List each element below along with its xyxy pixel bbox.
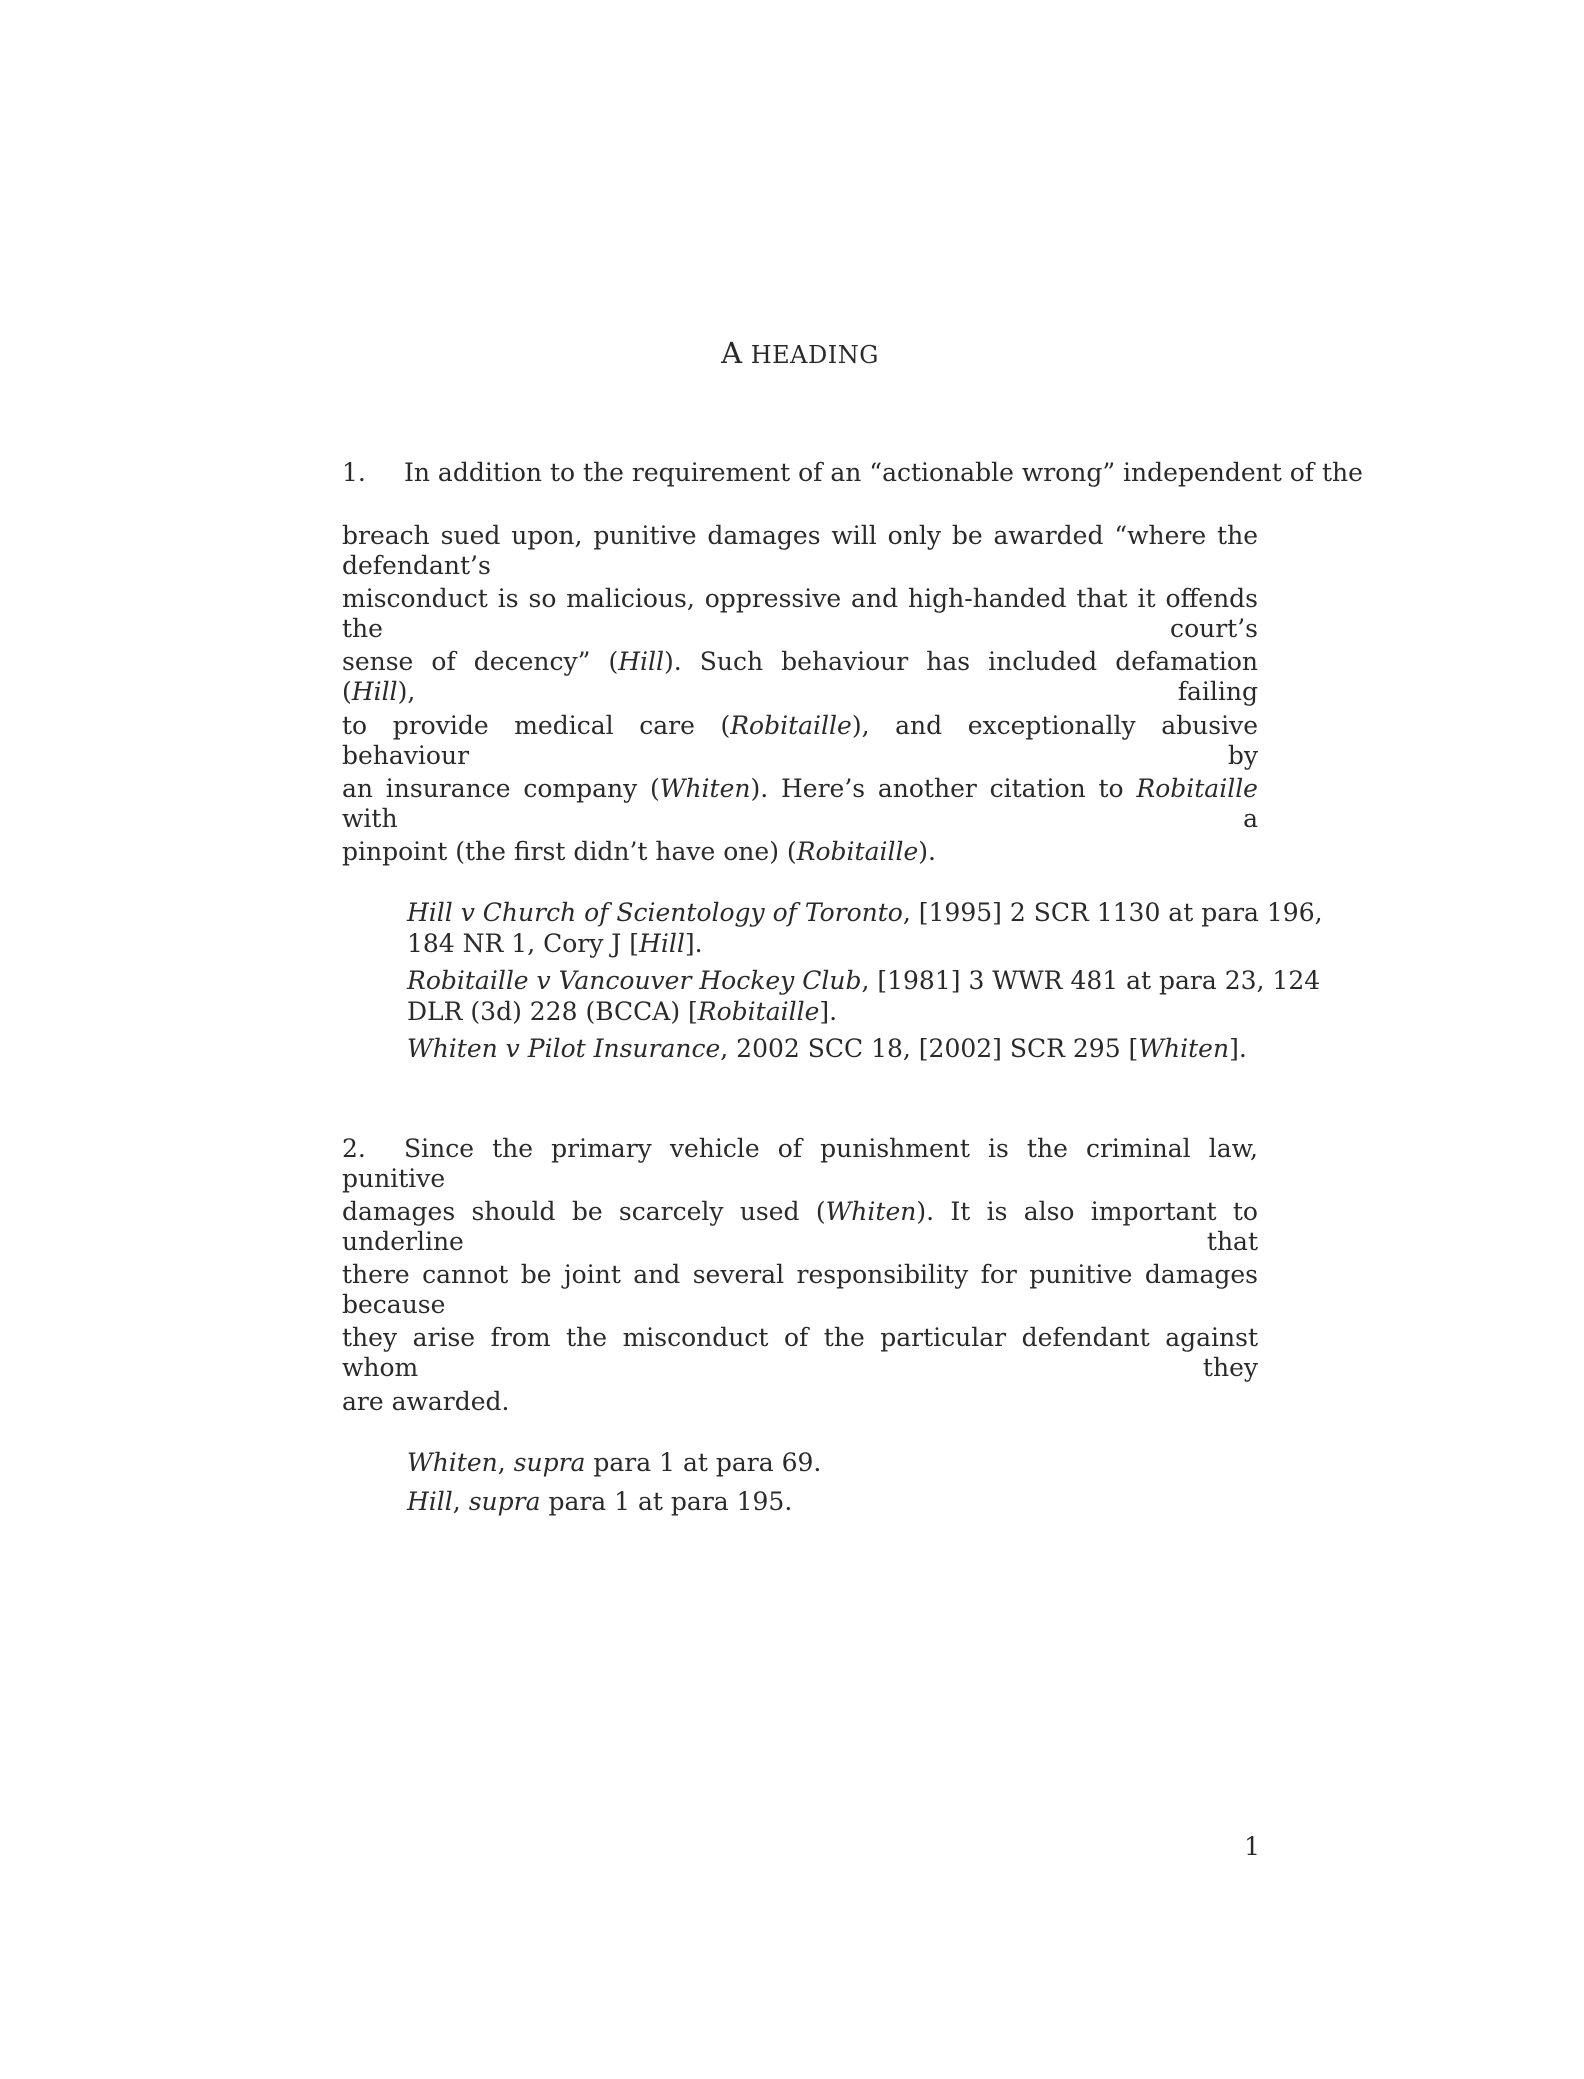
citation-robitaille: Robitaille v Vancouver Hockey Club, [1981] 3 WWR 481 at para 23, 124 DLR (3d) 228 (BCCA) [Robitaille].	[407, 966, 1321, 1026]
citation-whiten: Whiten v Pilot Insurance, 2002 SCC 18, [2002] SCR 295 [Whiten].	[407, 1034, 1247, 1063]
paragraph-1-line-5: to provide medical care (Robitaille), and exceptionally abusive behaviour by	[342, 711, 1258, 770]
paragraph-1-line-4: sense of decency” (Hill). Such behaviour has included defamation (Hill), failing	[342, 647, 1258, 706]
paragraph-2-line-4: they arise from the misconduct of the particular defendant against whom they	[342, 1323, 1258, 1382]
heading-initial: A	[721, 336, 743, 370]
citation-hill-supra: Hill, supra para 1 at para 195.	[407, 1487, 793, 1516]
paragraph-1-line-1: 1. In addition to the requirement of an “actionable wrong” independent of the	[342, 458, 1363, 487]
paragraph-2-line-3: there cannot be joint and several responsibility for punitive damages because	[342, 1260, 1258, 1319]
citation-block-2	[407, 1446, 1262, 1518]
paragraph-1-line-6: an insurance company (Whiten). Here’s another citation to Robitaille with a	[342, 774, 1258, 833]
citation-block-1	[407, 896, 1323, 1065]
citation-whiten-supra: Whiten, supra para 1 at para 69.	[407, 1448, 822, 1477]
citation-hill: Hill v Church of Scientology of Toronto, [1995] 2 SCR 1130 at para 196, 184 NR 1, Cory J [Hill].	[407, 898, 1323, 958]
heading-smallcaps: HEADING	[750, 341, 879, 369]
paragraph-2-line-5: are awarded.	[342, 1387, 510, 1416]
paragraph-number: 2.	[342, 1134, 366, 1163]
paragraph-1-line-7: pinpoint (the first didn’t have one) (Robitaille).	[342, 837, 936, 866]
page-heading	[0, 336, 1584, 370]
paragraph-2-line-1: 2. Since the primary vehicle of punishment is the criminal law, punitive	[342, 1134, 1258, 1193]
paragraph-1-line-2: breach sued upon, punitive damages will only be awarded “where the defendant’s	[342, 521, 1258, 580]
paragraph-1-line-3: misconduct is so malicious, oppressive and high-handed that it offends the court’s	[342, 584, 1258, 643]
page-number: 1	[1244, 1832, 1260, 1861]
paragraph-number: 1.	[342, 458, 366, 487]
paragraph-2-line-2: damages should be scarcely used (Whiten). It is also important to underline that	[342, 1197, 1258, 1256]
